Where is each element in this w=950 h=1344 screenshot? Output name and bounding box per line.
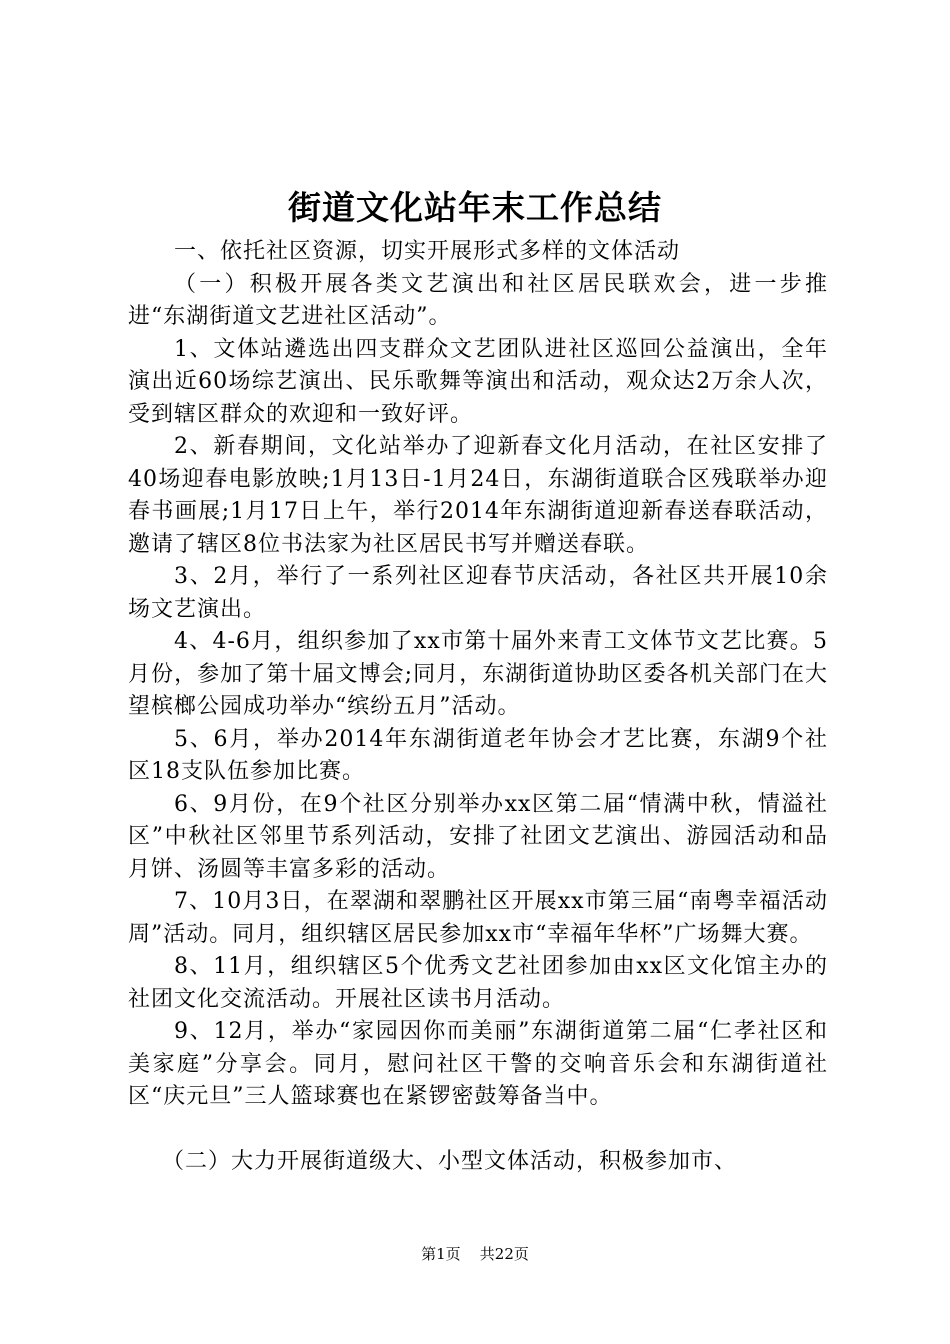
paragraph-item-7: 7、10月3日，在翠湖和翠鹏社区开展xx市第三届“南粤幸福活动周”活动。同月，组织辖区居民参加xx市“幸福年华杯”广场舞大赛。 bbox=[128, 889, 828, 947]
footer-spacer bbox=[465, 1245, 475, 1263]
page-title: 街道文化站年末工作总结 bbox=[288, 188, 662, 227]
paragraph-item-5: 5、6月，举办2014年东湖街道老年协会才艺比赛，东湖9个社区18支队伍参加比赛。 bbox=[128, 726, 828, 784]
paragraph-item-2: 2、新春期间，文化站举办了迎新春文化月活动，在社区安排了40场迎春电影放映;1月13日-1月24日，东湖街道联合区残联举办迎春书画展;1月17日上午，举行2014年东湖街道迎新春送春联活动，邀请了辖区8位书法家为社区居民书写并赠送春联。 bbox=[128, 434, 828, 557]
paragraph-subheading-two: （二）大力开展街道级大、小型文体活动，积极参加市、 bbox=[162, 1148, 738, 1174]
paragraph-item-8: 8、11月，组织辖区5个优秀文艺社团参加由xx区文化馆主办的社团文化交流活动。开展社区读书月活动。 bbox=[128, 954, 828, 1012]
page-total: 共22页 bbox=[479, 1245, 529, 1263]
page-footer bbox=[0, 1243, 950, 1265]
paragraph-item-1: 1、文体站遴选出四支群众文艺团队进社区巡回公益演出，全年演出近60场综艺演出、民乐歌舞等演出和活动，观众达2万余人次，受到辖区群众的欢迎和一致好评。 bbox=[128, 336, 828, 427]
paragraph-item-9: 9、12月，举办“家园因你而美丽”东湖街道第二届“仁孝社区和美家庭”分享会。同月，慰问社区干警的交响音乐会和东湖街道社区“庆元旦”三人篮球赛也在紧锣密鼓筹备当中。 bbox=[128, 1019, 828, 1109]
paragraph-item-3: 3、2月，举行了一系列社区迎春节庆活动，各社区共开展10余场文艺演出。 bbox=[128, 564, 828, 622]
paragraph-gap bbox=[128, 1114, 828, 1146]
document-body bbox=[128, 236, 828, 1178]
paragraph-heading-one: 一、依托社区资源，切实开展形式多样的文体活动 bbox=[174, 239, 681, 264]
paragraph-item-4: 4、4-6月，组织参加了xx市第十届外来青工文体节文艺比赛。5月份，参加了第十届文博会;同月，东湖街道协助区委各机关部门在大望槟榔公园成功举办“缤纷五月”活动。 bbox=[128, 629, 828, 719]
page-number: 第1页 bbox=[421, 1245, 461, 1263]
paragraph-subheading-one: （一）积极开展各类文艺演出和社区居民联欢会，进一步推进“东湖街道文艺进社区活动”。 bbox=[128, 271, 828, 329]
paragraph-item-6: 6、9月份，在9个社区分别举办xx区第二届“情满中秋，情溢社区”中秋社区邻里节系列活动，安排了社团文艺演出、游园活动和品月饼、汤圆等丰富多彩的活动。 bbox=[128, 791, 828, 882]
